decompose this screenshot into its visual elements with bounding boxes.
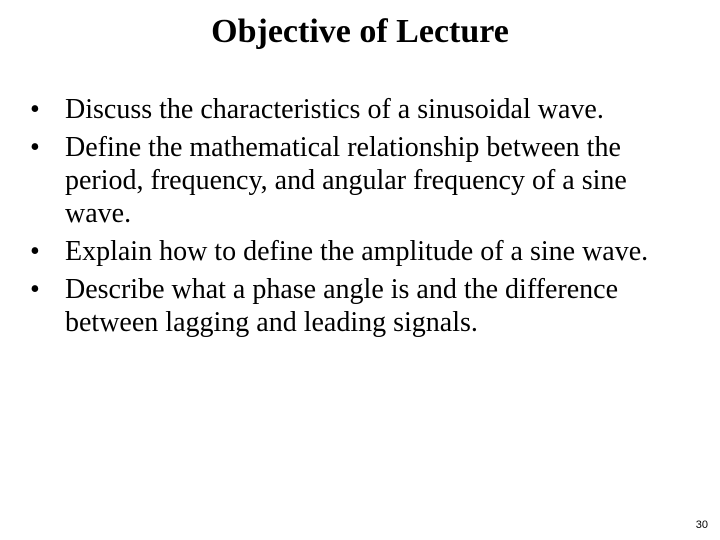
list-item — [30, 93, 690, 126]
list-item — [30, 273, 690, 339]
list-item — [30, 131, 690, 230]
list-item — [30, 235, 690, 268]
page-number: 30 — [695, 519, 708, 531]
slide-title: Objective of Lecture — [211, 13, 509, 50]
bullet-icon: • — [30, 236, 40, 267]
bullet-text: Discuss the characteristics of a sinusoidal wave. — [65, 94, 604, 125]
bullet-icon: • — [30, 274, 40, 305]
bullet-icon: • — [30, 132, 40, 163]
bullet-text: Explain how to define the amplitude of a sine wave. — [65, 236, 649, 267]
bullet-text: Describe what a phase angle is and the difference between lagging and leading signals. — [65, 274, 619, 338]
objectives-list — [30, 93, 690, 344]
bullet-text: Define the mathematical relationship between the period, frequency, and angular frequency of a sine wave. — [65, 132, 627, 229]
bullet-icon: • — [30, 94, 40, 125]
